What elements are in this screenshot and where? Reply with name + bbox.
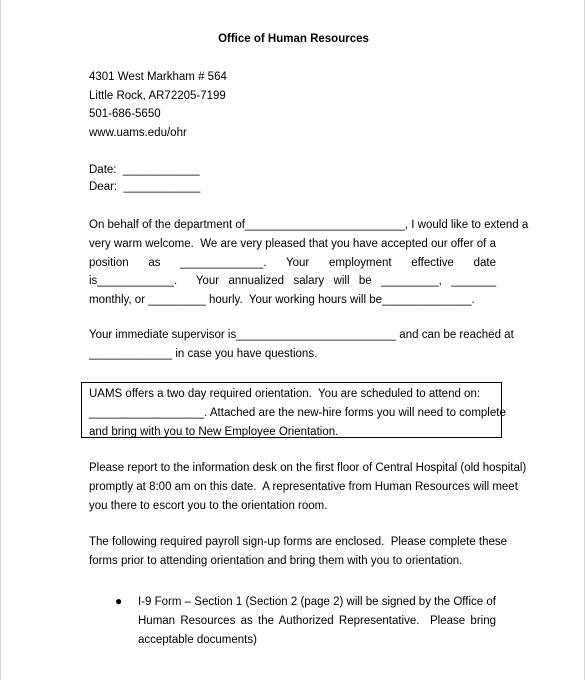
salutation-line: Dear: ____________ (89, 181, 201, 193)
bullet-line: I-9 Form – Section 1 (Section 2 (page 2) will be signed by the Office of (138, 596, 496, 608)
paragraph-supervisor (89, 326, 514, 364)
date-line: Date: ____________ (89, 164, 200, 176)
paragraph-line: forms prior to attending orientation and bring them with you to orientation. (89, 554, 463, 567)
box-line: UAMS offers a two day required orientation. You are scheduled to attend on: (89, 388, 481, 400)
paragraph-welcome (89, 216, 529, 310)
address-website: www.uams.edu/ohr (89, 127, 187, 139)
bullet-dot-icon: ● (115, 594, 123, 608)
paragraph-line: you there to escort you to the orientation room. (89, 499, 328, 512)
bullet-line: Human Resources as the Authorized Representative. Please bring (138, 614, 496, 627)
paragraph-forms (89, 533, 508, 571)
box-line: and bring with you to New Employee Orientation. (89, 425, 339, 438)
address-phone: 501-686-5650 (89, 108, 161, 120)
paragraph-line: On behalf of the department of_________________________, I would like to extend a (89, 219, 529, 231)
address-street: 4301 West Markham # 564 (89, 71, 227, 83)
address-city: Little Rock, AR72205-7199 (89, 90, 226, 102)
paragraph-report (89, 459, 527, 515)
paragraph-line: very warm welcome. We are very pleased that you have accepted our offer of a (89, 237, 496, 250)
paragraph-line: Please report to the information desk on the first floor of Central Hospital (old hospital) (89, 462, 527, 474)
paragraph-line: monthly, or _________ hourly. Your working hours will be______________. (89, 294, 475, 307)
document-title: Office of Human Resources (218, 33, 369, 45)
bullet-line: acceptable documents) (138, 633, 257, 646)
paragraph-line: is____________. Your annualized salary will be _________, _______ (89, 275, 496, 288)
paragraph-line: promptly at 8:00 am on this date. A representative from Human Resources will meet (89, 480, 518, 493)
paragraph-line: _____________ in case you have questions. (89, 347, 318, 360)
bullet-item-i9 (138, 593, 496, 649)
paragraph-line: Your immediate supervisor is_________________________ and can be reached at (89, 329, 514, 341)
orientation-box (81, 382, 506, 438)
box-line: __________________. Attached are the new-hire forms you will need to complete (89, 406, 506, 419)
paragraph-line: The following required payroll sign-up forms are enclosed. Please complete these (89, 536, 508, 548)
paragraph-line: position as _____________. Your employment effective date (89, 256, 496, 269)
